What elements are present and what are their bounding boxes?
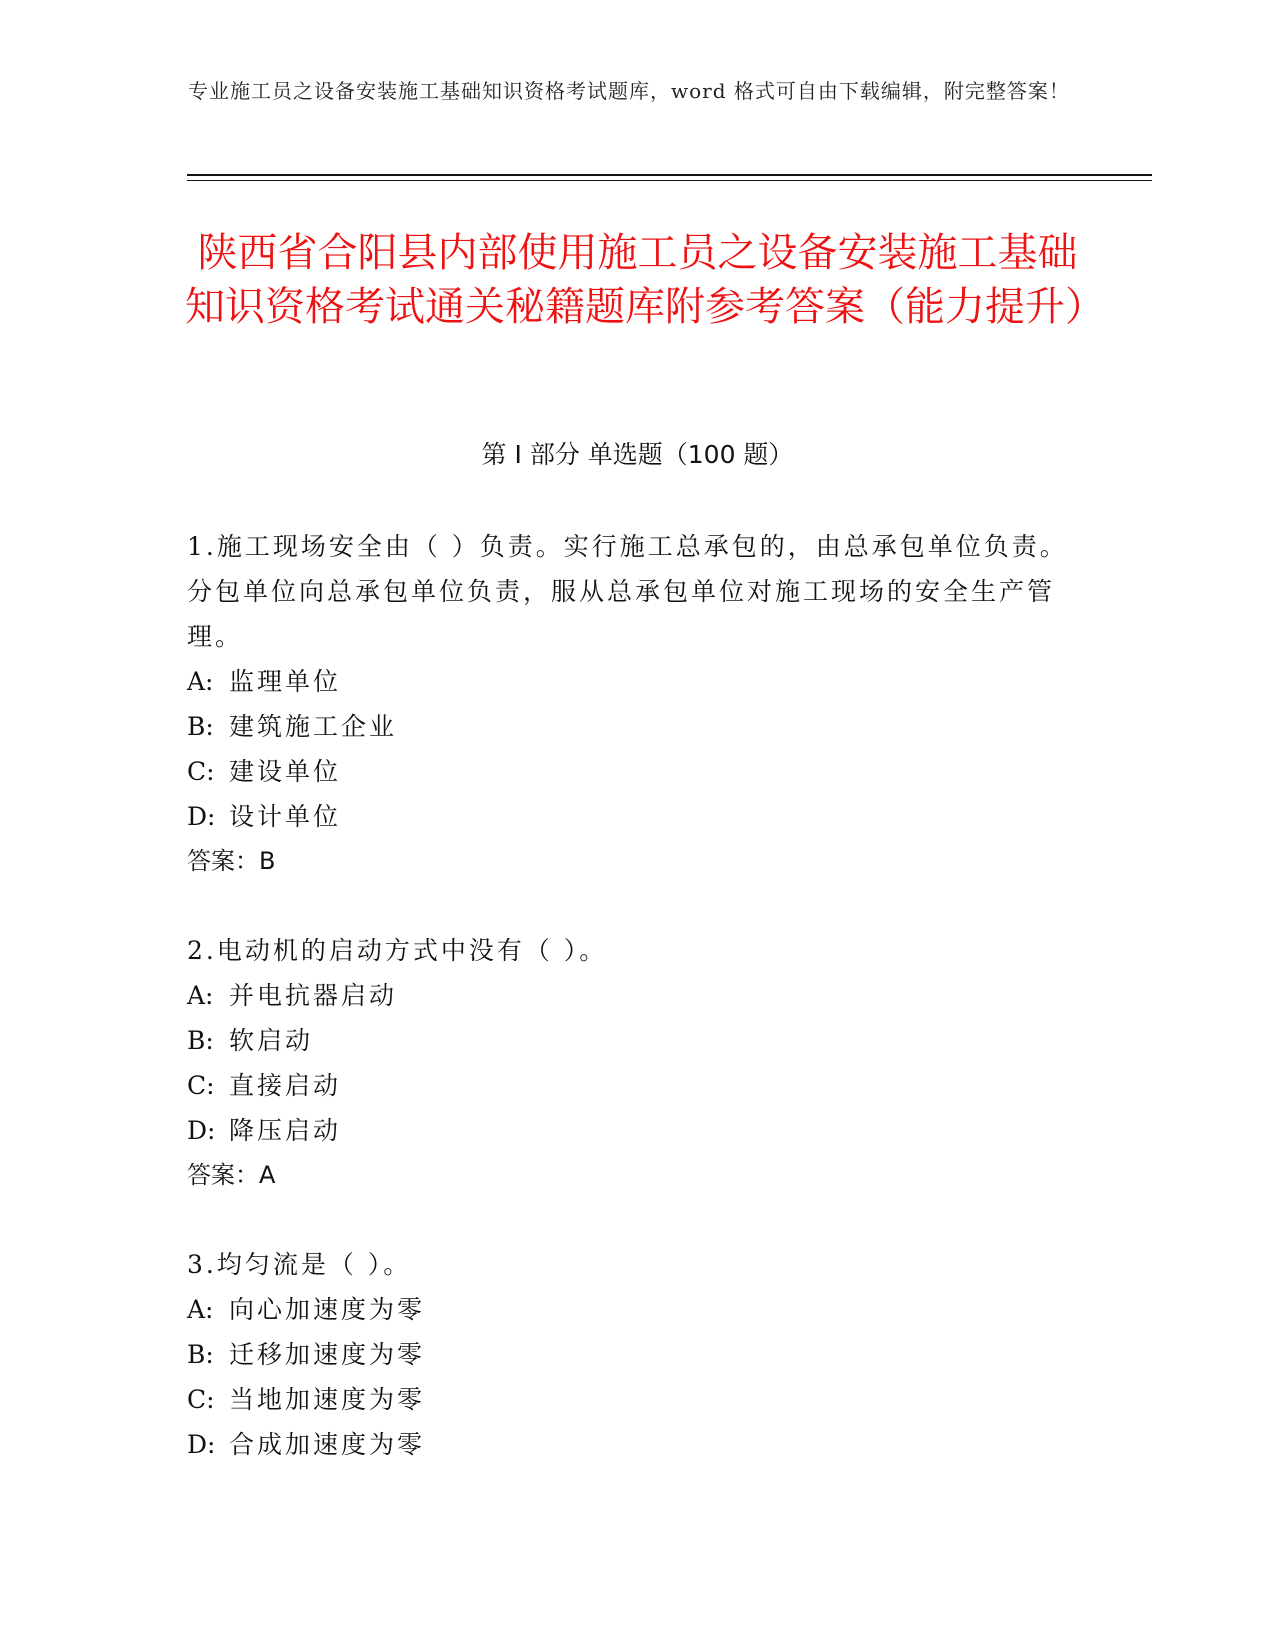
document-title: 陕西省合阳县内部使用施工员之设备安装施工基础知识资格考试通关秘籍题库附参考答案（能力提升） <box>185 230 1105 330</box>
question-2 <box>187 928 1087 1198</box>
option-text: 向心加速度为零 <box>229 1295 426 1324</box>
option-key: D: <box>187 1430 216 1459</box>
question-1 <box>187 524 1087 884</box>
option-text: 监理单位 <box>229 667 342 696</box>
option-key: A: <box>187 1295 214 1324</box>
header-divider-thin <box>187 180 1152 181</box>
option-a <box>187 659 1087 704</box>
answer-label: 答案：A <box>187 1161 276 1189</box>
option-d <box>187 794 1087 839</box>
option-key: C: <box>187 757 215 786</box>
option-key: B: <box>187 1340 214 1369</box>
option-key: B: <box>187 712 214 741</box>
option-text: 设计单位 <box>229 802 342 831</box>
option-text: 直接启动 <box>229 1071 342 1100</box>
option-key: C: <box>187 1071 215 1100</box>
option-b <box>187 704 1087 749</box>
option-d <box>187 1422 1087 1467</box>
option-text: 并电抗器启动 <box>229 981 398 1010</box>
question-stem: 1.施工现场安全由（ ）负责。实行施工总承包的，由总承包单位负责。分包单位向总承包单位负责，服从总承包单位对施工现场的安全生产管理。 <box>187 532 1068 651</box>
option-a <box>187 973 1087 1018</box>
question-3 <box>187 1242 1087 1467</box>
option-key: A: <box>187 667 214 696</box>
option-key: B: <box>187 1026 214 1055</box>
option-key: C: <box>187 1385 215 1414</box>
option-c <box>187 1063 1087 1108</box>
option-text: 降压启动 <box>229 1116 342 1145</box>
option-c <box>187 1377 1087 1422</box>
option-text: 迁移加速度为零 <box>229 1340 426 1369</box>
section-title: 第 I 部分 单选题（100 题） <box>481 440 794 469</box>
answer-label: 答案：B <box>187 847 276 875</box>
option-text: 当地加速度为零 <box>229 1385 426 1414</box>
option-text: 软启动 <box>229 1026 314 1055</box>
option-b <box>187 1332 1087 1377</box>
question-stem: 2.电动机的启动方式中没有（ ）。 <box>187 936 608 965</box>
option-key: D: <box>187 802 216 831</box>
option-text: 合成加速度为零 <box>229 1430 426 1459</box>
header-divider-thick <box>187 174 1152 176</box>
option-key: D: <box>187 1116 216 1145</box>
question-stem: 3.均匀流是（ ）。 <box>187 1250 412 1279</box>
option-text: 建筑施工企业 <box>229 712 398 741</box>
option-text: 建设单位 <box>229 757 342 786</box>
option-d <box>187 1108 1087 1153</box>
option-key: A: <box>187 981 214 1010</box>
option-c <box>187 749 1087 794</box>
question-list <box>187 524 1087 1511</box>
option-b <box>187 1018 1087 1063</box>
header-note: 专业施工员之设备安装施工基础知识资格考试题库，word 格式可自由下载编辑，附完整答案！ <box>188 79 1070 103</box>
option-a <box>187 1287 1087 1332</box>
